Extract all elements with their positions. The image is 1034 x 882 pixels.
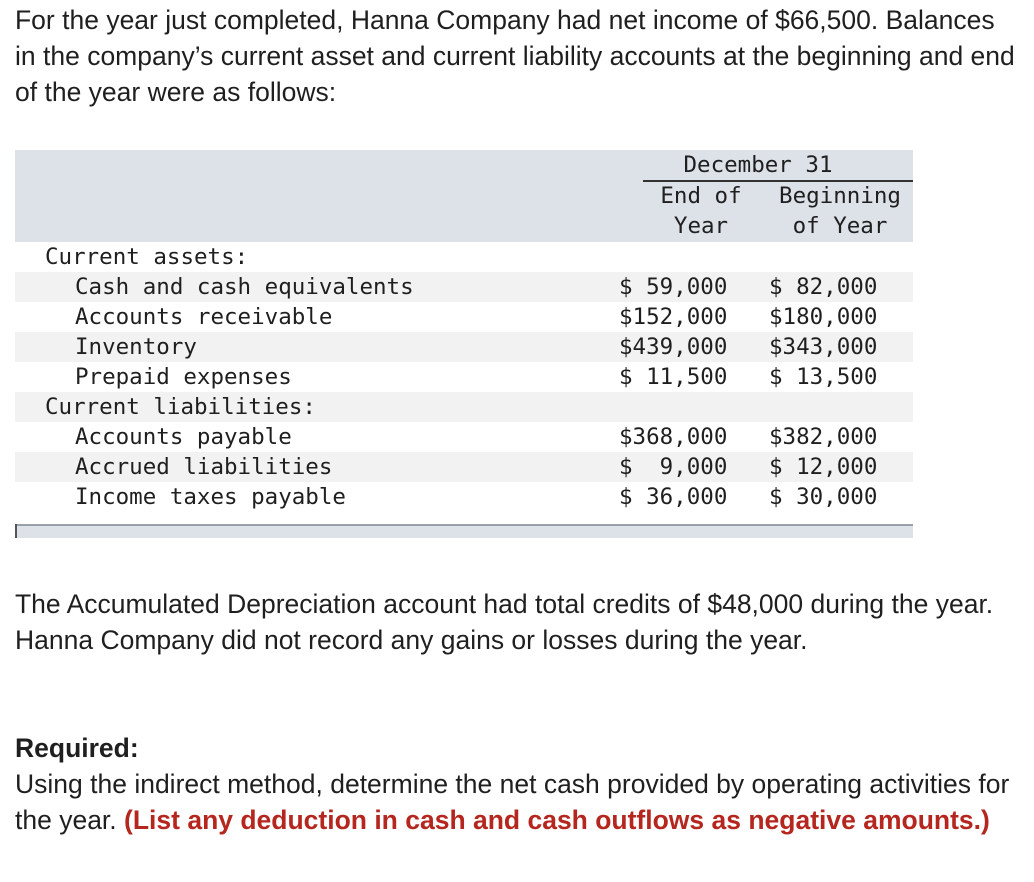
header-beginning-line1: Beginning xyxy=(779,183,901,209)
balances-table xyxy=(15,150,913,538)
intro-paragraph: For the year just completed, Hanna Company had net income of $66,500. Balances in the company’s current asset and current liability accounts at the beginning and end of the year were as follows: xyxy=(15,5,1015,107)
required-heading: Required: xyxy=(15,733,139,763)
required-text: Using the indirect method, determine the net cash provided by operating activities for the year. xyxy=(15,769,1010,835)
beginning-of-year-value: $ 82,000 xyxy=(769,274,878,300)
header-beginning-line2: of Year xyxy=(792,213,888,239)
row-label: Accounts payable xyxy=(75,424,292,450)
required-note: (List any deduction in cash and cash outflows as negative amounts.) xyxy=(124,805,990,835)
table-row xyxy=(15,272,913,302)
required-paragraph xyxy=(15,766,1015,838)
table-row xyxy=(15,422,913,452)
row-label: Accounts receivable xyxy=(75,304,333,330)
end-of-year-value: $ 11,500 xyxy=(619,364,728,390)
depreciation-paragraph: The Accumulated Depreciation account had total credits of $48,000 during the year. Hanna Company did not record any gains or losses during the year. xyxy=(15,589,994,655)
table-row xyxy=(15,302,913,332)
table-row xyxy=(15,452,913,482)
row-label: Prepaid expenses xyxy=(75,364,292,390)
end-of-year-value: $368,000 xyxy=(619,424,728,450)
end-of-year-value: $ 36,000 xyxy=(619,484,728,510)
end-of-year-value: $ 59,000 xyxy=(619,274,728,300)
beginning-of-year-value: $ 12,000 xyxy=(769,454,878,480)
row-label: Accrued liabilities xyxy=(75,454,333,480)
section-current-liabilities xyxy=(15,392,913,422)
header-end-of-line1: End of xyxy=(660,183,742,209)
header-december-31: December 31 xyxy=(683,152,833,178)
section-label: Current liabilities: xyxy=(45,394,316,420)
beginning-of-year-value: $ 30,000 xyxy=(769,484,878,510)
row-label: Income taxes payable xyxy=(75,484,346,510)
end-of-year-value: $ 9,000 xyxy=(619,454,728,480)
beginning-of-year-value: $343,000 xyxy=(769,334,878,360)
table-footer-tick xyxy=(15,524,17,538)
beginning-of-year-value: $382,000 xyxy=(769,424,878,450)
section-current-assets xyxy=(15,242,913,272)
table-row xyxy=(15,332,913,362)
header-end-of-line2: Year xyxy=(673,213,729,239)
table-row xyxy=(15,482,913,512)
beginning-of-year-value: $ 13,500 xyxy=(769,364,878,390)
beginning-of-year-value: $180,000 xyxy=(769,304,878,330)
end-of-year-value: $152,000 xyxy=(619,304,728,330)
end-of-year-value: $439,000 xyxy=(619,334,728,360)
table-footer-band xyxy=(15,524,913,538)
row-label: Inventory xyxy=(75,334,197,360)
row-label: Cash and cash equivalents xyxy=(75,274,414,300)
section-label: Current assets: xyxy=(45,244,249,270)
table-row xyxy=(15,362,913,392)
